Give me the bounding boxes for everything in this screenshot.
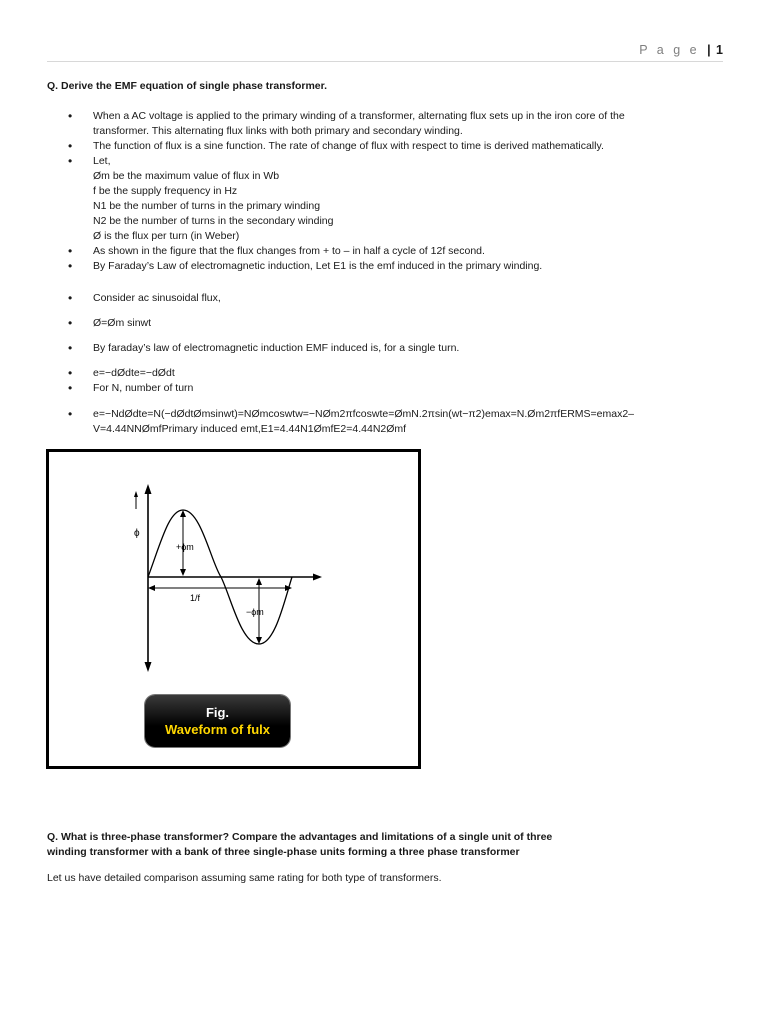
list-item xyxy=(47,381,723,396)
list-item-line: • By Faraday’s Law of electromagnetic induction, Let E1 is the emf induced in the primary winding. xyxy=(93,260,543,272)
y-axis-arrow-down xyxy=(145,662,152,672)
list-item-line: Ø is the flux per turn (in Weber) xyxy=(93,230,240,242)
page-header xyxy=(47,43,723,62)
y-axis-label: ϕ xyxy=(134,528,140,539)
list-item xyxy=(47,341,723,356)
x-axis-arrow xyxy=(313,574,322,581)
page-label: P a g e xyxy=(639,43,700,57)
list-item-line: Øm be the maximum value of flux in Wb xyxy=(93,170,280,182)
plus-phi-arrow-head-down xyxy=(180,569,186,576)
list-item-line: • By faraday’s law of electromagnetic induction EMF induced is, for a single turn. xyxy=(93,342,460,354)
list-item xyxy=(47,316,723,331)
list-item xyxy=(47,407,723,437)
list-item-line: N1 be the number of turns in the primary winding xyxy=(93,200,321,212)
list-item-line: • Let, xyxy=(93,155,111,167)
list-item-line: • e=−NdØdte=N(−dØdtØmsinwt)=NØmcoswtw=−NØm2πfcoswte=ØmN.2πsin(wt−π2)emax=N.Øm2πfERMS=emax2– xyxy=(93,408,635,420)
figure-caption xyxy=(145,695,290,747)
list-item xyxy=(47,291,723,306)
list-item xyxy=(47,244,723,259)
comparison-intro-paragraph: Let us have detailed comparison assuming same rating for both type of transformers. xyxy=(47,872,442,884)
list-item-line: • When a AC voltage is applied to the primary winding of a transformer, alternating flux sets up in the iron core of the xyxy=(93,110,625,122)
list-item-line: V=4.44NNØmfPrimary induced emt,E1=4.44N1ØmfE2=4.44N2Ømf xyxy=(93,423,407,435)
page-number: 1 xyxy=(716,43,723,57)
figure-caption-label: Fig. xyxy=(205,705,230,720)
list-item xyxy=(47,154,723,244)
list-item-line: • e=−dØdte=−dØdt xyxy=(93,367,175,379)
emf-equation-list xyxy=(47,291,723,437)
period-arrow-head-left xyxy=(148,585,155,591)
plus-phi-arrow-head-up xyxy=(180,510,186,517)
list-item xyxy=(47,109,723,139)
minus-phi-arrow-head-down xyxy=(256,637,262,644)
list-item xyxy=(47,366,723,381)
list-item-line: • Consider ac sinusoidal flux, xyxy=(93,292,221,304)
question-1-title: Q. Derive the EMF equation of single phase transformer. xyxy=(47,80,328,92)
question-2-title-line-1: Q. What is three-phase transformer? Compare the advantages and limitations of a single unit of three xyxy=(47,831,553,843)
list-item-line: • For N, number of turn xyxy=(93,382,194,394)
list-item-line: transformer. This alternating flux links with both primary and secondary winding. xyxy=(93,125,463,137)
list-item-line: • As shown in the figure that the flux changes from + to – in half a cycle of 12f second. xyxy=(93,245,485,257)
question-2-title-line-2: winding transformer with a bank of three single-phase units forming a three phase transformer xyxy=(47,846,520,858)
minus-phi-arrow-head-up xyxy=(256,578,262,585)
plus-phi-label: +ϕm xyxy=(176,542,194,552)
list-item-line: N2 be the number of turns in the secondary winding xyxy=(93,215,334,227)
list-item-line: f be the supply frequency in Hz xyxy=(93,185,238,197)
page-separator: | xyxy=(707,43,711,57)
list-item xyxy=(47,139,723,154)
y-tick-arrow xyxy=(134,491,138,497)
list-item-line: • The function of flux is a sine function. The rate of change of flux with respect to time is derived mathematically. xyxy=(93,140,604,152)
minus-phi-label: −ϕm xyxy=(246,607,264,617)
list-item-line: • Ø=Øm sinwt xyxy=(93,317,152,329)
y-axis-arrow-up xyxy=(145,484,152,494)
figure-caption-title: Waveform of fulx xyxy=(165,722,270,737)
list-item xyxy=(47,259,723,274)
emf-derivation-list xyxy=(47,109,723,274)
period-label: 1/f xyxy=(190,593,201,603)
flux-waveform-figure xyxy=(46,449,421,769)
